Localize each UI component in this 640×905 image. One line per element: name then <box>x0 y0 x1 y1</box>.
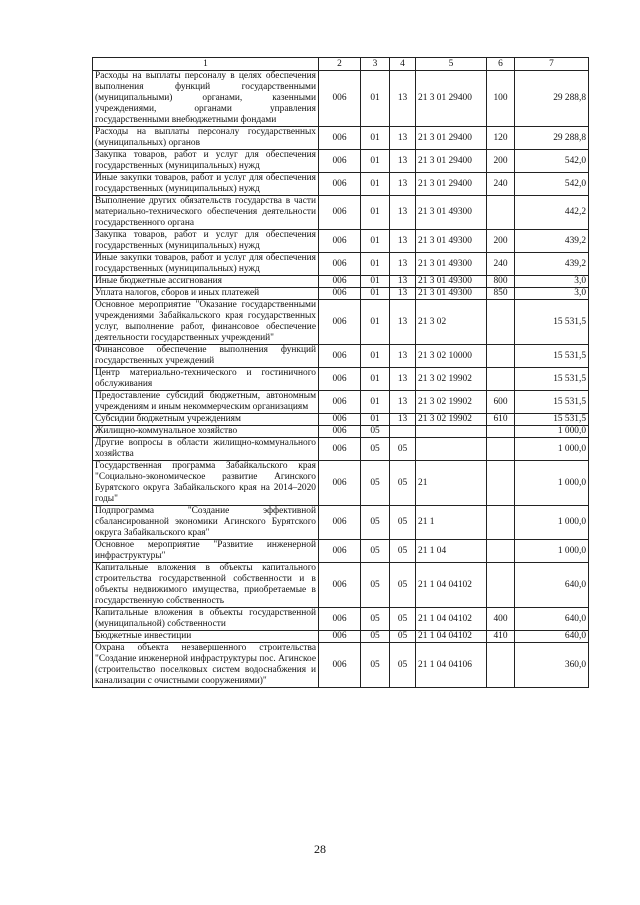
row-code-section: 05 <box>361 461 390 506</box>
row-name: Финансовое обеспечение выполнения функций государственных учреждений <box>93 345 319 368</box>
row-code-section: 01 <box>361 276 390 288</box>
row-code-ministry: 006 <box>319 368 361 391</box>
row-code-target: 21 3 01 49300 <box>416 288 487 300</box>
row-amount: 15 531,5 <box>515 345 589 368</box>
header-cell: 3 <box>361 58 390 71</box>
row-code-subsection: 13 <box>390 173 416 196</box>
row-code-expense-type: 200 <box>487 150 515 173</box>
row-code-subsection: 13 <box>390 71 416 127</box>
row-amount: 15 531,5 <box>515 368 589 391</box>
row-code-ministry: 006 <box>319 608 361 631</box>
table-row <box>93 253 589 276</box>
row-code-section: 01 <box>361 173 390 196</box>
row-code-target: 21 3 01 49300 <box>416 230 487 253</box>
row-code-expense-type: 100 <box>487 71 515 127</box>
row-code-section: 01 <box>361 71 390 127</box>
row-code-subsection: 05 <box>390 563 416 608</box>
row-amount: 1 000,0 <box>515 438 589 461</box>
header-cell: 7 <box>515 58 589 71</box>
row-code-ministry: 006 <box>319 230 361 253</box>
row-amount: 442,2 <box>515 196 589 230</box>
row-amount: 542,0 <box>515 150 589 173</box>
table-row <box>93 608 589 631</box>
row-amount: 1 000,0 <box>515 540 589 563</box>
table-row <box>93 300 589 345</box>
header-cell: 4 <box>390 58 416 71</box>
page-number: 28 <box>314 842 326 856</box>
row-code-expense-type <box>487 345 515 368</box>
row-code-ministry: 006 <box>319 173 361 196</box>
row-code-subsection: 13 <box>390 276 416 288</box>
row-name: Подпрограмма "Создание эффективной сбалансированной экономики Агинского Бурятского округа Забайкальского края" <box>93 506 319 540</box>
table-header-row <box>93 58 589 71</box>
row-amount: 1 000,0 <box>515 426 589 438</box>
row-code-subsection: 05 <box>390 438 416 461</box>
row-amount: 439,2 <box>515 230 589 253</box>
row-code-ministry: 006 <box>319 563 361 608</box>
row-code-target: 21 3 01 29400 <box>416 127 487 150</box>
row-code-subsection: 13 <box>390 127 416 150</box>
row-name: Капитальные вложения в объекты капитального строительства государственной собственности и в объекты недвижимого имущества, приобретаемые в государственную собственность <box>93 563 319 608</box>
row-code-expense-type <box>487 426 515 438</box>
row-code-target: 21 3 01 29400 <box>416 173 487 196</box>
row-code-target: 21 3 02 19902 <box>416 368 487 391</box>
row-name: Закупка товаров, работ и услуг для обеспечения государственных (муниципальных) нужд <box>93 230 319 253</box>
row-name: Центр материально-технического и гостиничного обслуживания <box>93 368 319 391</box>
row-code-section: 01 <box>361 288 390 300</box>
row-code-section: 05 <box>361 540 390 563</box>
row-code-ministry: 006 <box>319 414 361 426</box>
table-row <box>93 288 589 300</box>
row-name: Жилищно-коммунальное хозяйство <box>93 426 319 438</box>
row-code-ministry: 006 <box>319 253 361 276</box>
row-code-expense-type: 600 <box>487 391 515 414</box>
row-code-subsection: 13 <box>390 196 416 230</box>
row-code-ministry: 006 <box>319 631 361 643</box>
row-code-section: 01 <box>361 414 390 426</box>
table-body <box>93 58 589 688</box>
row-code-expense-type: 120 <box>487 127 515 150</box>
table-row <box>93 127 589 150</box>
table-row <box>93 368 589 391</box>
row-name: Другие вопросы в области жилищно-коммунального хозяйства <box>93 438 319 461</box>
row-code-section: 01 <box>361 345 390 368</box>
row-code-target: 21 3 02 10000 <box>416 345 487 368</box>
row-code-section: 05 <box>361 631 390 643</box>
row-code-subsection <box>390 426 416 438</box>
row-code-subsection: 05 <box>390 461 416 506</box>
row-code-section: 01 <box>361 230 390 253</box>
row-code-expense-type: 410 <box>487 631 515 643</box>
row-code-target: 21 3 02 19902 <box>416 414 487 426</box>
row-code-expense-type <box>487 563 515 608</box>
row-name: Предоставление субсидий бюджетным, автономным учреждениям и иным некоммерческим организациям <box>93 391 319 414</box>
row-amount: 3,0 <box>515 288 589 300</box>
row-code-expense-type <box>487 540 515 563</box>
row-code-section: 05 <box>361 563 390 608</box>
table-row <box>93 173 589 196</box>
table-row <box>93 276 589 288</box>
row-name: Выполнение других обязательств государства в части материально-технического обеспечения деятельности государственного органа <box>93 196 319 230</box>
row-name: Основное мероприятие "Развитие инженерной инфраструктуры" <box>93 540 319 563</box>
row-amount: 3,0 <box>515 276 589 288</box>
row-code-section: 01 <box>361 150 390 173</box>
row-amount: 15 531,5 <box>515 300 589 345</box>
row-code-target: 21 3 01 29400 <box>416 71 487 127</box>
row-name: Уплата налогов, сборов и иных платежей <box>93 288 319 300</box>
row-code-target: 21 3 02 <box>416 300 487 345</box>
row-code-section: 05 <box>361 643 390 688</box>
table-row <box>93 426 589 438</box>
header-cell: 2 <box>319 58 361 71</box>
row-code-target: 21 1 04 04106 <box>416 643 487 688</box>
row-name: Иные закупки товаров, работ и услуг для обеспечения государственных (муниципальных) нужд <box>93 173 319 196</box>
row-code-ministry: 006 <box>319 150 361 173</box>
table-row <box>93 438 589 461</box>
table-row <box>93 230 589 253</box>
row-code-section: 01 <box>361 127 390 150</box>
row-code-section: 01 <box>361 391 390 414</box>
table-row <box>93 196 589 230</box>
row-code-ministry: 006 <box>319 426 361 438</box>
row-code-expense-type: 800 <box>487 276 515 288</box>
row-code-target: 21 1 04 04102 <box>416 608 487 631</box>
row-code-ministry: 006 <box>319 71 361 127</box>
row-amount: 1 000,0 <box>515 461 589 506</box>
row-code-ministry: 006 <box>319 540 361 563</box>
table-row <box>93 461 589 506</box>
row-name: Расходы на выплаты персоналу государственных (муниципальных) органов <box>93 127 319 150</box>
row-code-target: 21 <box>416 461 487 506</box>
row-code-subsection: 13 <box>390 288 416 300</box>
table-row <box>93 71 589 127</box>
row-code-subsection: 13 <box>390 300 416 345</box>
table-row <box>93 150 589 173</box>
row-code-target: 21 1 04 04102 <box>416 631 487 643</box>
header-cell: 1 <box>93 58 319 71</box>
row-code-target: 21 1 <box>416 506 487 540</box>
row-code-section: 01 <box>361 196 390 230</box>
row-code-target: 21 1 04 04102 <box>416 563 487 608</box>
row-code-subsection: 05 <box>390 631 416 643</box>
row-code-subsection: 05 <box>390 643 416 688</box>
table-row <box>93 631 589 643</box>
row-name: Закупка товаров, работ и услуг для обеспечения государственных (муниципальных) нужд <box>93 150 319 173</box>
row-code-section: 01 <box>361 253 390 276</box>
row-code-subsection: 05 <box>390 608 416 631</box>
row-code-target <box>416 426 487 438</box>
row-code-target: 21 3 01 29400 <box>416 150 487 173</box>
row-code-ministry: 006 <box>319 127 361 150</box>
table-row <box>93 506 589 540</box>
table-row <box>93 563 589 608</box>
row-code-subsection: 13 <box>390 368 416 391</box>
table-row <box>93 414 589 426</box>
row-code-target: 21 3 02 19902 <box>416 391 487 414</box>
table-row <box>93 643 589 688</box>
row-name: Бюджетные инвестиции <box>93 631 319 643</box>
row-code-ministry: 006 <box>319 288 361 300</box>
table-row <box>93 345 589 368</box>
row-name: Капитальные вложения в объекты государственной (муниципальной) собственности <box>93 608 319 631</box>
row-code-ministry: 006 <box>319 196 361 230</box>
row-amount: 640,0 <box>515 563 589 608</box>
row-code-target <box>416 438 487 461</box>
row-code-subsection: 13 <box>390 230 416 253</box>
row-amount: 360,0 <box>515 643 589 688</box>
row-code-expense-type <box>487 643 515 688</box>
row-code-ministry: 006 <box>319 461 361 506</box>
row-amount: 1 000,0 <box>515 506 589 540</box>
row-amount: 15 531,5 <box>515 391 589 414</box>
row-code-subsection: 05 <box>390 506 416 540</box>
row-code-section: 05 <box>361 608 390 631</box>
row-code-subsection: 13 <box>390 345 416 368</box>
row-name: Охрана объекта незавершенного строительства "Создание инженерной инфраструктуры пос. Агинское (строительство поселковых систем водоснабжения и канализации с очистными сооружениями)" <box>93 643 319 688</box>
row-code-expense-type: 850 <box>487 288 515 300</box>
row-code-target: 21 3 01 49300 <box>416 196 487 230</box>
row-code-subsection: 13 <box>390 253 416 276</box>
row-code-section: 05 <box>361 426 390 438</box>
row-code-target: 21 3 01 49300 <box>416 276 487 288</box>
row-code-ministry: 006 <box>319 300 361 345</box>
row-code-ministry: 006 <box>319 345 361 368</box>
table-row <box>93 540 589 563</box>
row-code-expense-type: 200 <box>487 230 515 253</box>
row-code-target: 21 1 04 <box>416 540 487 563</box>
row-code-expense-type <box>487 300 515 345</box>
row-code-subsection: 13 <box>390 391 416 414</box>
row-amount: 439,2 <box>515 253 589 276</box>
row-amount: 15 531,5 <box>515 414 589 426</box>
row-name: Государственная программа Забайкальского края "Социально-экономическое развитие Агинского Бурятского округа Забайкальского края на 2014–2020 годы" <box>93 461 319 506</box>
row-code-expense-type <box>487 368 515 391</box>
row-code-subsection: 13 <box>390 150 416 173</box>
row-amount: 640,0 <box>515 631 589 643</box>
row-code-expense-type <box>487 461 515 506</box>
row-code-target: 21 3 01 49300 <box>416 253 487 276</box>
budget-table <box>92 57 589 688</box>
row-amount: 640,0 <box>515 608 589 631</box>
row-code-expense-type <box>487 506 515 540</box>
table-row <box>93 391 589 414</box>
row-amount: 542,0 <box>515 173 589 196</box>
row-code-ministry: 006 <box>319 276 361 288</box>
row-amount: 29 288,8 <box>515 127 589 150</box>
row-name: Основное мероприятие "Оказание государственными учреждениями Забайкальского края государственных услуг, выполнение работ, финансовое обеспечение деятельности государственных учреждений" <box>93 300 319 345</box>
row-code-subsection: 13 <box>390 414 416 426</box>
header-cell: 5 <box>416 58 487 71</box>
row-code-expense-type: 610 <box>487 414 515 426</box>
header-cell: 6 <box>487 58 515 71</box>
row-code-subsection: 05 <box>390 540 416 563</box>
row-code-ministry: 006 <box>319 438 361 461</box>
row-name: Иные закупки товаров, работ и услуг для обеспечения государственных (муниципальных) нужд <box>93 253 319 276</box>
row-code-expense-type <box>487 438 515 461</box>
row-code-expense-type <box>487 196 515 230</box>
row-code-section: 05 <box>361 438 390 461</box>
row-name: Субсидии бюджетным учреждениям <box>93 414 319 426</box>
row-code-expense-type: 400 <box>487 608 515 631</box>
row-code-section: 01 <box>361 300 390 345</box>
row-code-ministry: 006 <box>319 643 361 688</box>
row-name: Расходы на выплаты персоналу в целях обеспечения выполнения функций государственными (муниципальными) органами, казенными учреждениями, органами управления государственными внебюджетными фондами <box>93 71 319 127</box>
row-name: Иные бюджетные ассигнования <box>93 276 319 288</box>
row-code-section: 01 <box>361 368 390 391</box>
row-code-expense-type: 240 <box>487 253 515 276</box>
row-code-section: 05 <box>361 506 390 540</box>
row-code-ministry: 006 <box>319 506 361 540</box>
row-code-ministry: 006 <box>319 391 361 414</box>
row-amount: 29 288,8 <box>515 71 589 127</box>
row-code-expense-type: 240 <box>487 173 515 196</box>
